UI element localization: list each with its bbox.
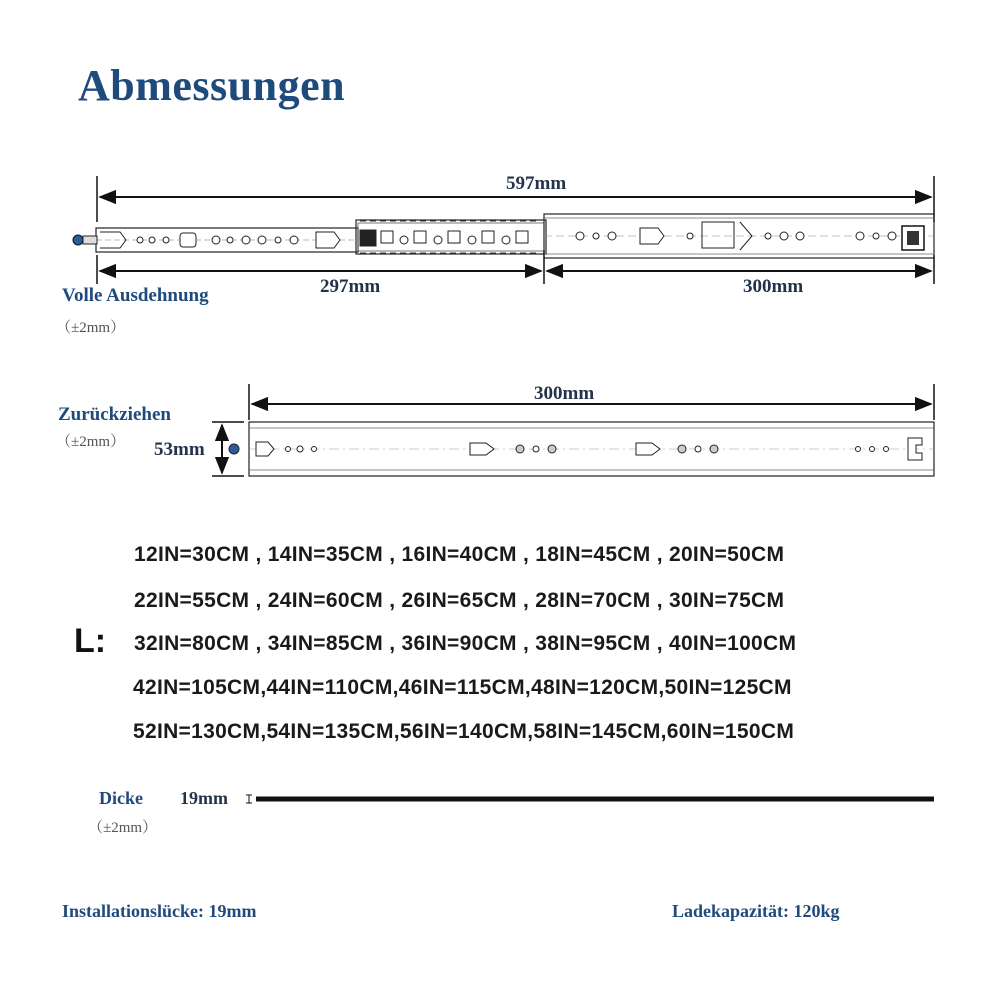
thickness-tolerance: （±2mm） [88,820,158,836]
size-row-5: 52IN=130CM,54IN=135CM,56IN=140CM,58IN=145CM,60IN=150CM [133,720,795,743]
size-row-3: 32IN=80CM , 34IN=85CM , 36IN=90CM , 38IN=95CM , 40IN=100CM [134,632,797,655]
thickness-value: 19mm [180,788,228,808]
retracted-tolerance: （±2mm） [56,434,126,450]
full-extension-label: Volle Ausdehnung [62,285,209,306]
full-extension-tolerance: （±2mm） [56,320,126,336]
ball-bearing-cage [360,230,528,246]
inner-length-label: 297mm [320,276,381,297]
outer-length-label: 300mm [743,276,804,297]
thickness-indicator [246,795,934,803]
size-row-2: 22IN=55CM , 24IN=60CM , 26IN=65CM , 28IN=70CM , 30IN=75CM [134,589,785,612]
size-row-1: 12IN=30CM , 14IN=35CM , 16IN=40CM , 18IN=45CM , 20IN=50CM [134,543,785,566]
installation-gap-text: Installationslücke: 19mm [62,901,257,921]
height-label: 53mm [154,439,205,460]
size-row-4: 42IN=105CM,44IN=110CM,46IN=115CM,48IN=120CM,50IN=125CM [133,676,792,699]
total-length-label: 597mm [506,173,567,194]
load-capacity-text: Ladekapazität: 120kg [672,901,840,921]
thickness-label: Dicke [99,788,143,808]
retracted-slide-body [249,422,934,476]
page-title: Abmessungen [78,61,346,110]
retracted-length-label: 300mm [534,383,595,404]
length-prefix: L: [74,622,107,660]
retracted-label: Zurückziehen [58,404,171,425]
inner-rail-holes [137,232,340,248]
